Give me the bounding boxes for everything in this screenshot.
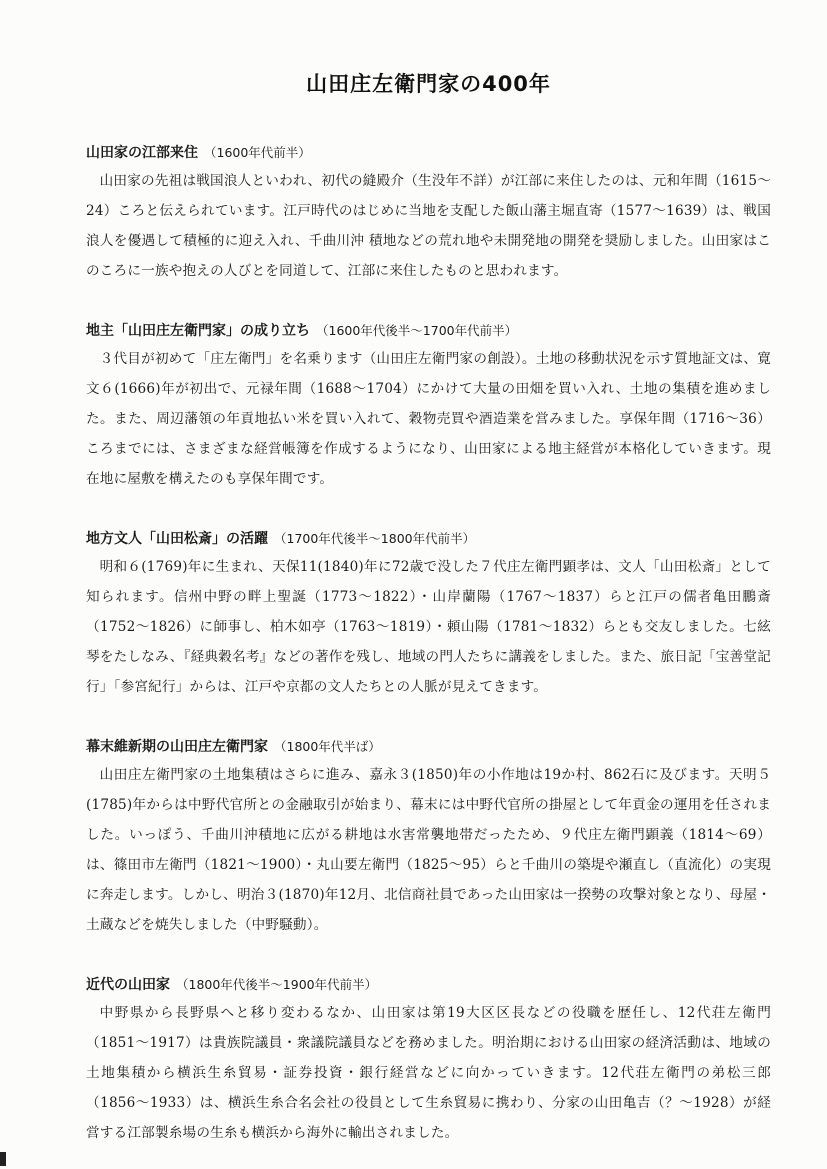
- section-title: 近代の山田家: [86, 977, 170, 993]
- section-heading: [86, 142, 771, 164]
- section-period: （1600年代前半）: [204, 145, 311, 160]
- section-body: 明和６(1769)年に生まれ、天保11(1840)年に72歳で没した７代庄左衛門顕孝は、文人「山田松斎」として知られます。信州中野の畔上聖誕（1773〜1822）・山岸蘭陽（1767〜1837）らと江戸の儒者亀田鵬斎（1752〜1826）に師事し、柏木如亭（1763〜1819）・頼山陽（1781〜1832）らとも交友しました。七絃琴をたしなみ、『経典穀名考』などの著作を残し、地域の門人たちに講義をしました。また、旅日記「宝善堂記行」「参宮紀行」からは、江戸や京都の文人たちとの人脈が見えてきます。: [86, 559, 771, 695]
- section-bakumatsu: [86, 736, 771, 940]
- section-heading: [86, 320, 771, 342]
- section-heading: [86, 528, 771, 550]
- section-period: （1700年代後半〜1800年代前半）: [274, 531, 476, 546]
- section-modern: [86, 974, 771, 1148]
- document-title: 山田庄左衛門家の400年: [306, 72, 551, 96]
- section-title: 地方文人「山田松斎」の活躍: [86, 531, 268, 547]
- section-body: 山田庄左衛門家の土地集積はさらに進み、嘉永３(1850)年の小作地は19か村、862石に及びます。天明５(1785)年からは中野代官所との金融取引が始まり、幕末には中野代官所の掛屋として年貢金の運用を任されました。いっぽう、千曲川沖積地に広がる耕地は水害常襲地帯だったため、９代庄左衛門顕義（1814〜69）は、篠田市左衛門（1821〜1900）・丸山要左衛門（1825〜95）らと千曲川の築堤や瀬直し（直流化）の実現に奔走します。しかし、明治３(1870)年12月、北信商社員であった山田家は一揆勢の攻撃対象となり、母屋・土蔵などを焼失しました（中野騒動）。: [86, 767, 771, 933]
- section-period: （1800年代後半〜1900年代前半）: [176, 977, 378, 992]
- section-title: 地主「山田庄左衛門家」の成り立ち: [86, 323, 310, 339]
- section-body: 中野県から長野県へと移り変わるなか、山田家は第19大区区長などの役職を歴任し、12代荘左衛門（1851〜1917）は貴族院議員・衆議院議員などを務めました。明治期における山田家の経済活動は、地域の土地集積から横浜生糸貿易・証券投資・銀行経営などに向かっていきます。12代荘左衛門の弟松三郎（1856〜1933）は、横浜生糸合名会社の役員として生糸貿易に携わり、分家の山田亀吉（？〜1928）が経営する江部製糸場の生糸も横浜から海外に輸出されました。: [86, 1005, 771, 1141]
- section-shosai: [86, 528, 771, 702]
- section-landlord-origin: [86, 320, 771, 494]
- section-body: 山田家の先祖は戦国浪人といわれ、初代の縫殿介（生没年不詳）が江部に来住したのは、元和年間（1615〜24）ころと伝えられています。江戸時代のはじめに当地を支配した飯山藩主堀直寄（1577〜1639）は、戦国浪人を優遇して積極的に迎え入れ、千曲川沖 積地などの荒れ地や未開発地の開発を奨励しました。山田家はこのころに一族や抱えの人びとを同道して、江部に来住したものと思われます。: [86, 173, 771, 279]
- section-period: （1800年代半ば）: [274, 739, 381, 754]
- section-body: ３代目が初めて「庄左衛門」を名乗ります（山田庄左衛門家の創設）。土地の移動状況を示す質地証文は、寛文６(1666)年が初出で、元禄年間（1688〜1704）にかけて大量の田畑を買い入れ、土地の集積を進めました。また、周辺藩領の年貢地払い米を買い入れて、穀物売買や酒造業を営みました。享保年間（1716〜36）ころまでには、さまざまな経営帳簿を作成するようになり、山田家による地主経営が本格化していきます。現在地に屋敷を構えたのも享保年間です。: [86, 351, 771, 487]
- scan-edge-mark: [0, 1152, 6, 1166]
- section-title: 山田家の江部来住: [86, 145, 198, 161]
- section-edo-arrival: [86, 142, 771, 286]
- section-heading: [86, 736, 771, 758]
- section-period: （1600年代後半〜1700年代前半）: [316, 323, 518, 338]
- section-heading: [86, 974, 771, 996]
- section-title: 幕末維新期の山田庄左衛門家: [86, 739, 268, 755]
